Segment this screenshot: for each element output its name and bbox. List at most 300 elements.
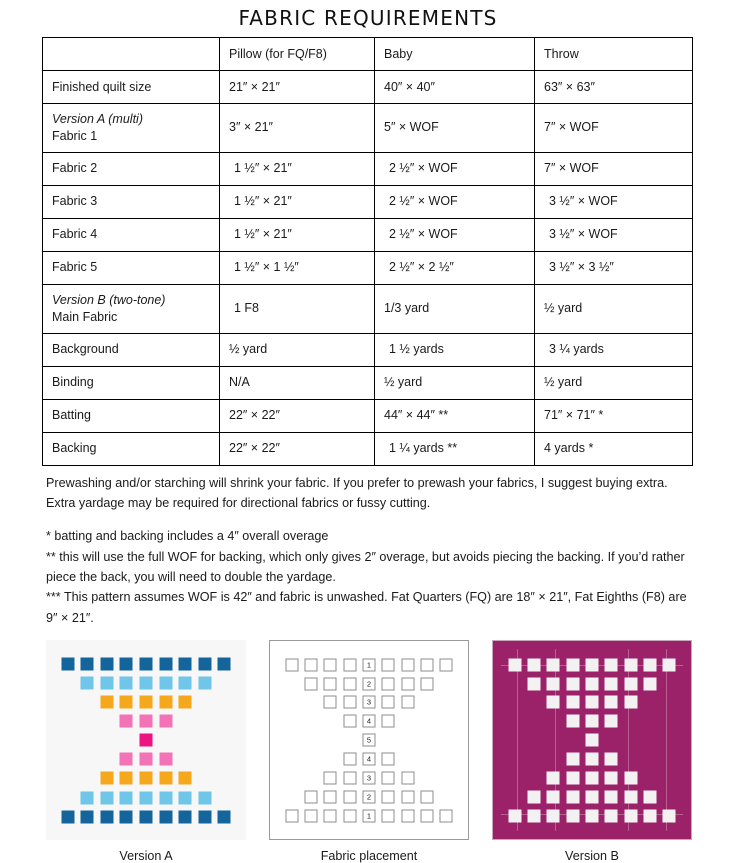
cell-r6-c2: ½ yard [535, 284, 693, 333]
quilt-square-white [605, 677, 618, 690]
placement-square [285, 658, 298, 671]
cell-r5-c1: 2 ½″ × 2 ½″ [375, 251, 535, 284]
version-heading: Version A (multi) [52, 112, 143, 126]
quilt-square-fabric-2 [198, 676, 211, 689]
grid-cell [321, 731, 340, 750]
grid-cell [340, 712, 359, 731]
grid-cell [195, 750, 215, 769]
grid-cell [175, 654, 195, 673]
column-header-0 [43, 38, 220, 71]
quilt-square-white [585, 753, 598, 766]
grid-cell [97, 731, 117, 750]
quilt-square-white [605, 772, 618, 785]
grid-cell [136, 731, 156, 750]
fabric-placement-diagram [269, 640, 469, 840]
grid-cell [563, 712, 582, 731]
grid-cell [621, 806, 640, 825]
placement-square [304, 658, 317, 671]
grid-cell [359, 731, 378, 750]
quilt-square-fabric-1 [120, 657, 133, 670]
grid-cell [417, 731, 436, 750]
quilt-square-white [585, 790, 598, 803]
grid-cell [640, 712, 659, 731]
placement-square [401, 658, 414, 671]
row-label-text: Backing [52, 441, 97, 456]
grid-cell [136, 673, 156, 692]
quilt-square-fabric-2 [159, 676, 172, 689]
grid-cell [621, 693, 640, 712]
grid-cell [301, 655, 320, 674]
grid-cell [301, 693, 320, 712]
cell-r0-c1: 40″ × 40″ [375, 71, 535, 104]
grid-cell [398, 750, 417, 769]
grid-cell [136, 692, 156, 711]
version-a-caption: Version A [119, 849, 173, 863]
quilt-square-white [643, 809, 656, 822]
table-row [43, 185, 693, 218]
grid-cell [437, 787, 456, 806]
placement-square [343, 696, 356, 709]
table-row [43, 432, 693, 465]
quilt-square-fabric-2 [198, 791, 211, 804]
placement-square [343, 658, 356, 671]
grid-cell [195, 712, 215, 731]
grid-cell [505, 674, 524, 693]
grid-cell [602, 731, 621, 750]
placement-square [285, 809, 298, 822]
grid-cell [398, 806, 417, 825]
quilt-square-white [566, 790, 579, 803]
grid-cell [58, 750, 78, 769]
cell-r10-c2: 4 yards * [535, 432, 693, 465]
grid-cell [544, 674, 563, 693]
grid-cell [136, 750, 156, 769]
placement-square [324, 658, 337, 671]
grid-cell [582, 655, 601, 674]
grid-cell [282, 750, 301, 769]
row-label-8 [43, 366, 220, 399]
grid-cell [602, 769, 621, 788]
table-header-row [43, 38, 693, 71]
placement-square [382, 696, 395, 709]
quilt-square-white [508, 658, 521, 671]
grid-cell [640, 655, 659, 674]
grid-cell [78, 769, 98, 788]
quilt-square-fabric-1 [198, 657, 211, 670]
notes-spacer [46, 513, 692, 526]
grid-cell [117, 807, 137, 826]
grid-cell [359, 750, 378, 769]
grid-cell [117, 750, 137, 769]
grid-cell [582, 731, 601, 750]
grid-cell [524, 787, 543, 806]
quilt-square-fabric-1 [139, 810, 152, 823]
quilt-square-fabric-1 [159, 810, 172, 823]
grid-cell [58, 692, 78, 711]
quilt-square-fabric-2 [100, 791, 113, 804]
quilt-square-white [624, 790, 637, 803]
row-label-text: Batting [52, 408, 91, 423]
quilt-square-white [605, 658, 618, 671]
quilt-square-fabric-1 [100, 810, 113, 823]
cell-r0-c2: 63″ × 63″ [535, 71, 693, 104]
quilt-square-white [566, 715, 579, 728]
grid-cell [544, 693, 563, 712]
placement-square [420, 677, 433, 690]
grid-cell [321, 712, 340, 731]
quilt-square-white [566, 677, 579, 690]
grid-cell [505, 787, 524, 806]
note-prewashing: Prewashing and/or starching will shrink your fabric. If you prefer to prewash your fabrics, I suggest buying extra. Extra yardage may be required for directional fabrics or fussy cutting. [46, 475, 668, 510]
quilt-square-fabric-1 [100, 657, 113, 670]
quilt-square-white [605, 790, 618, 803]
quilt-square-fabric-2 [120, 791, 133, 804]
grid-cell [214, 712, 234, 731]
table-row [43, 333, 693, 366]
quilt-square-fabric-3 [120, 696, 133, 709]
grid-cell [621, 769, 640, 788]
grid-cell [321, 674, 340, 693]
quilt-square-white [547, 696, 560, 709]
grid-cell [602, 750, 621, 769]
grid-cell [117, 769, 137, 788]
row-label-text: Fabric 1 [52, 128, 98, 143]
grid-cell [640, 731, 659, 750]
placement-square: 2 [362, 790, 375, 803]
grid-cell [524, 712, 543, 731]
row-label-5 [43, 251, 220, 284]
grid-cell [379, 712, 398, 731]
grid-cell [282, 655, 301, 674]
quilt-square-fabric-4 [159, 715, 172, 728]
grid-cell [117, 654, 137, 673]
quilt-square-fabric-2 [100, 676, 113, 689]
quilt-square-white [566, 772, 579, 785]
grid-cell [282, 712, 301, 731]
grid-cell [340, 655, 359, 674]
grid-cell [437, 712, 456, 731]
row-label-7 [43, 333, 220, 366]
quilt-square-white [585, 715, 598, 728]
cell-r0-c0: 21″ × 21″ [220, 71, 375, 104]
cell-r3-c0: 1 ½″ × 21″ [220, 185, 375, 218]
grid-cell [640, 674, 659, 693]
grid-cell [563, 731, 582, 750]
placement-square: 3 [362, 772, 375, 785]
cell-r1-c1: 5″ × WOF [375, 104, 535, 153]
grid-cell [214, 673, 234, 692]
grid-cell [417, 655, 436, 674]
placement-square [324, 696, 337, 709]
row-label-4 [43, 218, 220, 251]
grid-cell [660, 712, 679, 731]
grid-cell [97, 673, 117, 692]
grid-cell [582, 769, 601, 788]
cell-r9-c0: 22″ × 22″ [220, 399, 375, 432]
grid-cell [660, 674, 679, 693]
table-row [43, 104, 693, 153]
quilt-square-white [663, 809, 676, 822]
grid-cell [505, 655, 524, 674]
quilt-square-fabric-2 [139, 791, 152, 804]
grid-cell [340, 787, 359, 806]
grid-cell [437, 655, 456, 674]
quilt-square-white [624, 658, 637, 671]
grid-cell [321, 693, 340, 712]
version-a-quilt-diagram [46, 640, 246, 840]
grid-cell [582, 787, 601, 806]
grid-cell [156, 654, 176, 673]
placement-square [324, 809, 337, 822]
quilt-square-fabric-1 [159, 657, 172, 670]
grid-cell [563, 787, 582, 806]
grid-cell [301, 750, 320, 769]
grid-cell [340, 693, 359, 712]
quilt-square-fabric-4 [139, 753, 152, 766]
quilt-square-fabric-1 [139, 657, 152, 670]
grid-cell [640, 806, 659, 825]
quilt-square-white [585, 734, 598, 747]
grid-cell [58, 807, 78, 826]
grid-cell [563, 655, 582, 674]
grid-cell [417, 806, 436, 825]
quilt-square-fabric-2 [179, 791, 192, 804]
cell-r4-c0: 1 ½″ × 21″ [220, 218, 375, 251]
quilt-square-fabric-4 [120, 753, 133, 766]
grid-cell [97, 692, 117, 711]
table-row [43, 284, 693, 333]
quilt-square-white [624, 677, 637, 690]
quilt-square-fabric-2 [120, 676, 133, 689]
grid-cell [117, 692, 137, 711]
grid-cell [58, 731, 78, 750]
cell-r5-c0: 1 ½″ × 1 ½″ [220, 251, 375, 284]
placement-square [343, 715, 356, 728]
placement-square [382, 658, 395, 671]
row-label-text: Background [52, 342, 119, 357]
grid-cell [437, 693, 456, 712]
grid-cell [398, 655, 417, 674]
row-label-0 [43, 71, 220, 104]
grid-cell [417, 674, 436, 693]
quilt-square-fabric-1 [61, 657, 74, 670]
grid-cell [563, 693, 582, 712]
grid-cell [640, 750, 659, 769]
placement-square [324, 677, 337, 690]
quilt-square-white [547, 790, 560, 803]
quilt-square-white [643, 658, 656, 671]
quilt-square-fabric-3 [159, 696, 172, 709]
row-label-6 [43, 284, 220, 333]
quilt-square-fabric-3 [139, 772, 152, 785]
grid-cell [640, 769, 659, 788]
row-label-text: Fabric 3 [52, 194, 98, 209]
grid-cell [195, 654, 215, 673]
version-heading: Version B (two-tone) [52, 292, 166, 307]
cell-r9-c1: 44″ × 44″ ** [375, 399, 535, 432]
placement-square [420, 658, 433, 671]
grid-cell [379, 750, 398, 769]
grid-cell [359, 693, 378, 712]
grid-cell [640, 693, 659, 712]
grid-cell [175, 769, 195, 788]
placement-square: 5 [362, 734, 375, 747]
grid-cell [379, 655, 398, 674]
quilt-square-fabric-1 [179, 810, 192, 823]
grid-cell [582, 712, 601, 731]
placement-square: 4 [362, 715, 375, 728]
grid-cell [544, 787, 563, 806]
grid-cell [78, 654, 98, 673]
grid-cell [78, 712, 98, 731]
quilt-square-fabric-1 [179, 657, 192, 670]
cell-r5-c2: 3 ½″ × 3 ½″ [535, 251, 693, 284]
grid-cell [340, 731, 359, 750]
fabric-requirements-table [42, 37, 693, 466]
cell-r1-c2: 7″ × WOF [535, 104, 693, 153]
grid-cell [524, 750, 543, 769]
grid-cell [78, 750, 98, 769]
placement-square [343, 809, 356, 822]
grid-cell [156, 731, 176, 750]
cell-r10-c1: 1 ¼ yards ** [375, 432, 535, 465]
row-label-1 [43, 104, 220, 153]
quilt-square-white [663, 658, 676, 671]
quilt-square-white [547, 658, 560, 671]
grid-cell [524, 674, 543, 693]
row-label-text: Main Fabric [52, 309, 118, 324]
placement-square [382, 753, 395, 766]
grid-cell [505, 712, 524, 731]
grid-cell [136, 769, 156, 788]
row-label-2 [43, 152, 220, 185]
table-body [43, 38, 693, 466]
figure-fabric-placement [269, 640, 469, 863]
row-label-text: Fabric 5 [52, 260, 98, 275]
table-row [43, 366, 693, 399]
grid-cell [505, 731, 524, 750]
grid-cell [175, 712, 195, 731]
grid-cell [321, 655, 340, 674]
placement-square [401, 696, 414, 709]
quilt-square-fabric-3 [100, 772, 113, 785]
version-b-grid [493, 641, 691, 839]
grid-cell [398, 769, 417, 788]
row-label-text: Fabric 2 [52, 161, 98, 176]
grid-cell [282, 806, 301, 825]
grid-cell [136, 807, 156, 826]
quilt-square-fabric-2 [179, 676, 192, 689]
grid-cell [282, 674, 301, 693]
cell-r8-c0: N/A [220, 366, 375, 399]
grid-cell [195, 769, 215, 788]
grid-cell [195, 807, 215, 826]
grid-cell [524, 693, 543, 712]
grid-cell [301, 769, 320, 788]
cell-r8-c2: ½ yard [535, 366, 693, 399]
grid-cell [563, 806, 582, 825]
figure-version-b [492, 640, 692, 863]
quilt-square-white [566, 809, 579, 822]
grid-cell [359, 787, 378, 806]
grid-cell [505, 750, 524, 769]
cell-r4-c2: 3 ½″ × WOF [535, 218, 693, 251]
quilt-square-white [585, 809, 598, 822]
grid-cell [437, 731, 456, 750]
quilt-square-white [643, 790, 656, 803]
grid-cell [359, 769, 378, 788]
table-row [43, 399, 693, 432]
quilt-square-white [624, 809, 637, 822]
grid-cell [602, 693, 621, 712]
grid-cell [379, 674, 398, 693]
quilt-square-white [585, 772, 598, 785]
cell-r3-c2: 3 ½″ × WOF [535, 185, 693, 218]
footnote-double-star: ** this will use the full WOF for backing, which only gives 2″ overage, but avoids piecing the backing. If you’d rather piece the back, you will need to double the yardage. [46, 549, 685, 585]
column-header-1: Pillow (for FQ/F8) [220, 38, 375, 71]
placement-square [324, 772, 337, 785]
grid-cell [524, 731, 543, 750]
column-header-3: Throw [535, 38, 693, 71]
grid-cell [621, 731, 640, 750]
quilt-square-white [605, 753, 618, 766]
quilt-square-white [643, 677, 656, 690]
grid-cell [301, 712, 320, 731]
grid-cell [321, 806, 340, 825]
quilt-square-fabric-3 [179, 772, 192, 785]
placement-square [382, 772, 395, 785]
grid-cell [417, 769, 436, 788]
grid-cell [97, 807, 117, 826]
quilt-square-fabric-3 [179, 696, 192, 709]
grid-cell [563, 674, 582, 693]
grid-cell [505, 769, 524, 788]
grid-cell [544, 769, 563, 788]
grid-cell [97, 769, 117, 788]
quilt-square-white [527, 658, 540, 671]
quilt-square-fabric-1 [61, 810, 74, 823]
quilt-square-white [566, 658, 579, 671]
grid-cell [582, 693, 601, 712]
grid-cell [58, 788, 78, 807]
placement-square [401, 809, 414, 822]
grid-cell [78, 731, 98, 750]
placement-square [420, 790, 433, 803]
grid-cell [136, 712, 156, 731]
grid-cell [156, 673, 176, 692]
grid-cell [582, 674, 601, 693]
grid-cell [417, 693, 436, 712]
cell-r10-c0: 22″ × 22″ [220, 432, 375, 465]
cell-r2-c1: 2 ½″ × WOF [375, 152, 535, 185]
grid-cell [301, 674, 320, 693]
grid-cell [398, 731, 417, 750]
grid-cell [379, 806, 398, 825]
placement-square [304, 677, 317, 690]
grid-cell [195, 788, 215, 807]
grid-cell [195, 692, 215, 711]
grid-cell [621, 712, 640, 731]
table-row [43, 71, 693, 104]
row-label-9 [43, 399, 220, 432]
quilt-square-fabric-2 [81, 676, 94, 689]
grid-cell [156, 788, 176, 807]
grid-cell [214, 692, 234, 711]
grid-cell [524, 655, 543, 674]
quilt-square-white [547, 772, 560, 785]
grid-cell [340, 769, 359, 788]
grid-cell [136, 654, 156, 673]
